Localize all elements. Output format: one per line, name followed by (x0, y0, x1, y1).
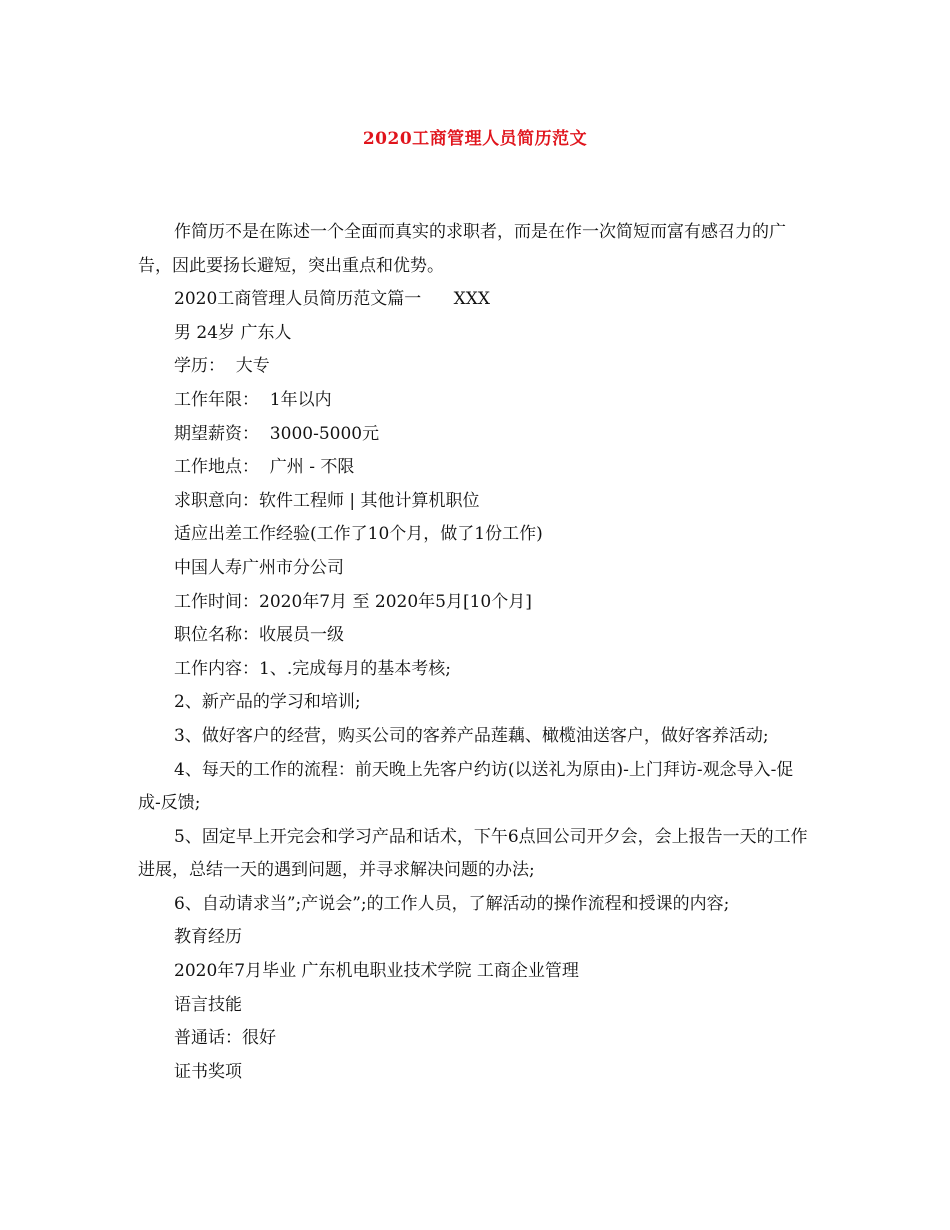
job-duty-3: 3、做好客户的经营，购买公司的客养产品莲藕、橄榄油送客户，做好客养活动; (174, 725, 769, 746)
job-duty-4: 4、每天的工作的流程：前天晚上先客户约访(以送礼为原由)-上门拜访-观念导入-促成-反馈; (138, 759, 794, 814)
work-years: 工作年限： 1年以内 (174, 389, 332, 410)
education-section-heading: 教育经历 (174, 927, 242, 948)
job-intention: 求职意向：软件工程师 | 其他计算机职位 (174, 490, 480, 511)
language-section-heading: 语言技能 (174, 994, 242, 1015)
page-title: 2020工商管理人员简历范文 (362, 129, 588, 149)
document-body (138, 216, 814, 1089)
job-duty-6: 6、自动请求当”;产说会”;的工作人员，了解活动的操作流程和授课的内容; (174, 893, 730, 914)
job-duty-1: 工作内容：1、.完成每月的基本考核; (174, 658, 451, 679)
work-location: 工作地点： 广州 - 不限 (174, 457, 355, 478)
language-entry: 普通话：很好 (174, 1028, 276, 1049)
job-duty-2: 2、新产品的学习和培训; (174, 692, 361, 713)
intro-paragraph: 作简历不是在陈述一个全面而真实的求职者，而是在作一次简短而富有感召力的广告，因此要扬长避短，突出重点和优势。 (138, 222, 786, 276)
expected-salary: 期望薪资： 3000-5000元 (174, 423, 380, 444)
education-level: 学历： 大专 (174, 356, 270, 377)
job-title: 职位名称：收展员一级 (174, 625, 344, 646)
resume-heading: 2020工商管理人员简历范文篇一 XXX (174, 289, 490, 310)
work-experience-summary: 适应出差工作经验(工作了10个月，做了1份工作) (174, 524, 543, 545)
work-period: 工作时间：2020年7月 至 2020年5月[10个月] (174, 591, 532, 612)
certificates-section-heading: 证书奖项 (174, 1061, 242, 1082)
personal-info: 男 24岁 广东人 (174, 322, 292, 343)
education-entry: 2020年7月毕业 广东机电职业技术学院 工商企业管理 (174, 961, 579, 982)
company-name: 中国人寿广州市分公司 (174, 557, 344, 578)
job-duty-5: 5、固定早上开完会和学习产品和话术，下午6点回公司开夕会，会上报告一天的工作进展，总结一天的遇到问题，并寻求解决问题的办法; (138, 826, 808, 881)
